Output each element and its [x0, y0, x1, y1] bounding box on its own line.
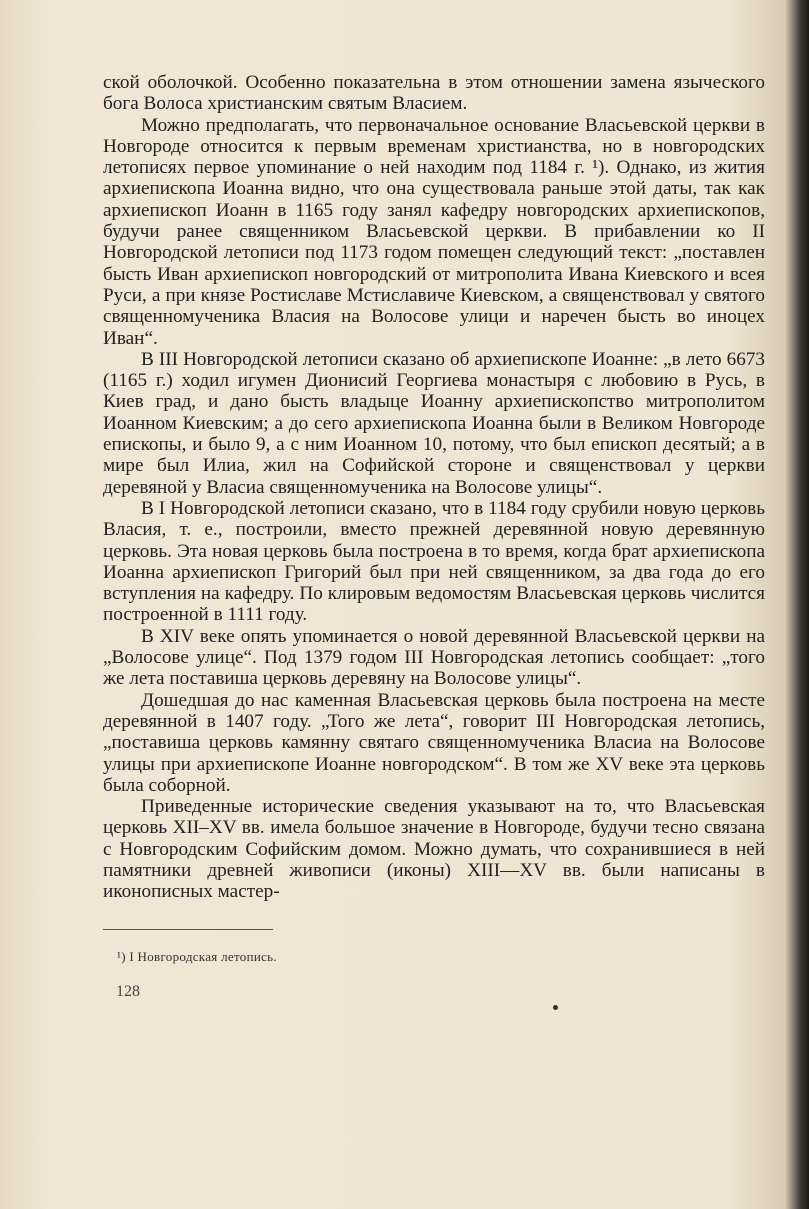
- paragraph-2: Можно предполагать, что первоначальное основание Власьевской церкви в Новгороде относится к первым временам христианства, но в новгородских летописях первое упоминание о ней находим под 1184 г. ¹). Однако, из жития архиепископа Иоанна видно, что она существовала раньше этой даты, так как архиепископ Иоанн в 1165 году занял кафедру новгородских архиепископов, будучи ранее священником Власьевской церкви. В прибавлении ко II Новгородской летописи под 1173 годом помещен следующий текст: „поставлен бысть Иван архиепископ новгородский от митрополита Ивана Киевского и всея Руси, а при князе Ростиславе Мстиславиче Киевском, а священствовал у святого священномученика Власия на Волосове улици и наречен бысть во иноцех Иван“.: [103, 114, 765, 349]
- paragraph-4: В I Новгородской летописи сказано, что в 1184 году срубили новую церковь Власия, т. е., построили, вместо прежней деревянной новую деревянную церковь. Эта новая церковь была построена в то время, когда брат архиепископа Иоанна архиепископ Григорий был при ней священником, за два года до его вступления на кафедру. По клировым ведомостям Власьевская церковь числится построенной в 1111 году.: [103, 497, 765, 626]
- paragraph-5: В XIV веке опять упоминается о новой деревянной Власьевской церкви на „Волосове улице“. Под 1379 годом III Новгородская летопись сообщает: „того же лета поставиша церковь деревяну на Волосове улицы“.: [103, 625, 765, 690]
- ink-speck: [553, 1005, 558, 1010]
- footnote-divider: [103, 929, 273, 930]
- paragraph-3: В III Новгородской летописи сказано об архиепископе Иоанне: „в лето 6673 (1165 г.) ходил игумен Дионисий Георгиева монастыря с любовию в Русь, в Киев град, и дано бысть владыце Иоанну архиепископство митрополитом Иоанном Киевским; а до сего архиепископа Иоанна были в Великом Новгороде епископы, и было 9, а с ним Иоанном 10, потому, что был епископ десятый; а в мире был Илиа, жил на Софийской стороне и священствовал у церкви деревяной у Власиа священномученика на Волосове улицы“.: [103, 348, 765, 498]
- footnote: ¹) I Новгородская летопись.: [117, 949, 277, 964]
- page-number: 128: [116, 983, 140, 1000]
- body-text: [103, 72, 765, 903]
- paragraph-6: Дошедшая до нас каменная Власьевская церковь была построена на месте деревянной в 1407 году. „Того же лета“, говорит III Новгородская летопись, „поставиша церковь камянну святаго священномученика Власиа на Волосове улицы при архиепископе Иоанне новгородском“. В том же XV веке эта церковь была соборной.: [103, 689, 765, 796]
- paragraph-1: ской оболочкой. Особенно показательна в этом отношении замена языческого бога Волоса христианским святым Власием.: [103, 72, 765, 115]
- paragraph-7: Приведенные исторические сведения указывают на то, что Власьевская церковь XII–XV вв. имела большое значение в Новгороде, будучи тесно связана с Новгородским Софийским домом. Можно думать, что сохранившиеся в ней памятники древней живописи (иконы) XIII—XV вв. были написаны в иконописных мастер-: [103, 796, 765, 903]
